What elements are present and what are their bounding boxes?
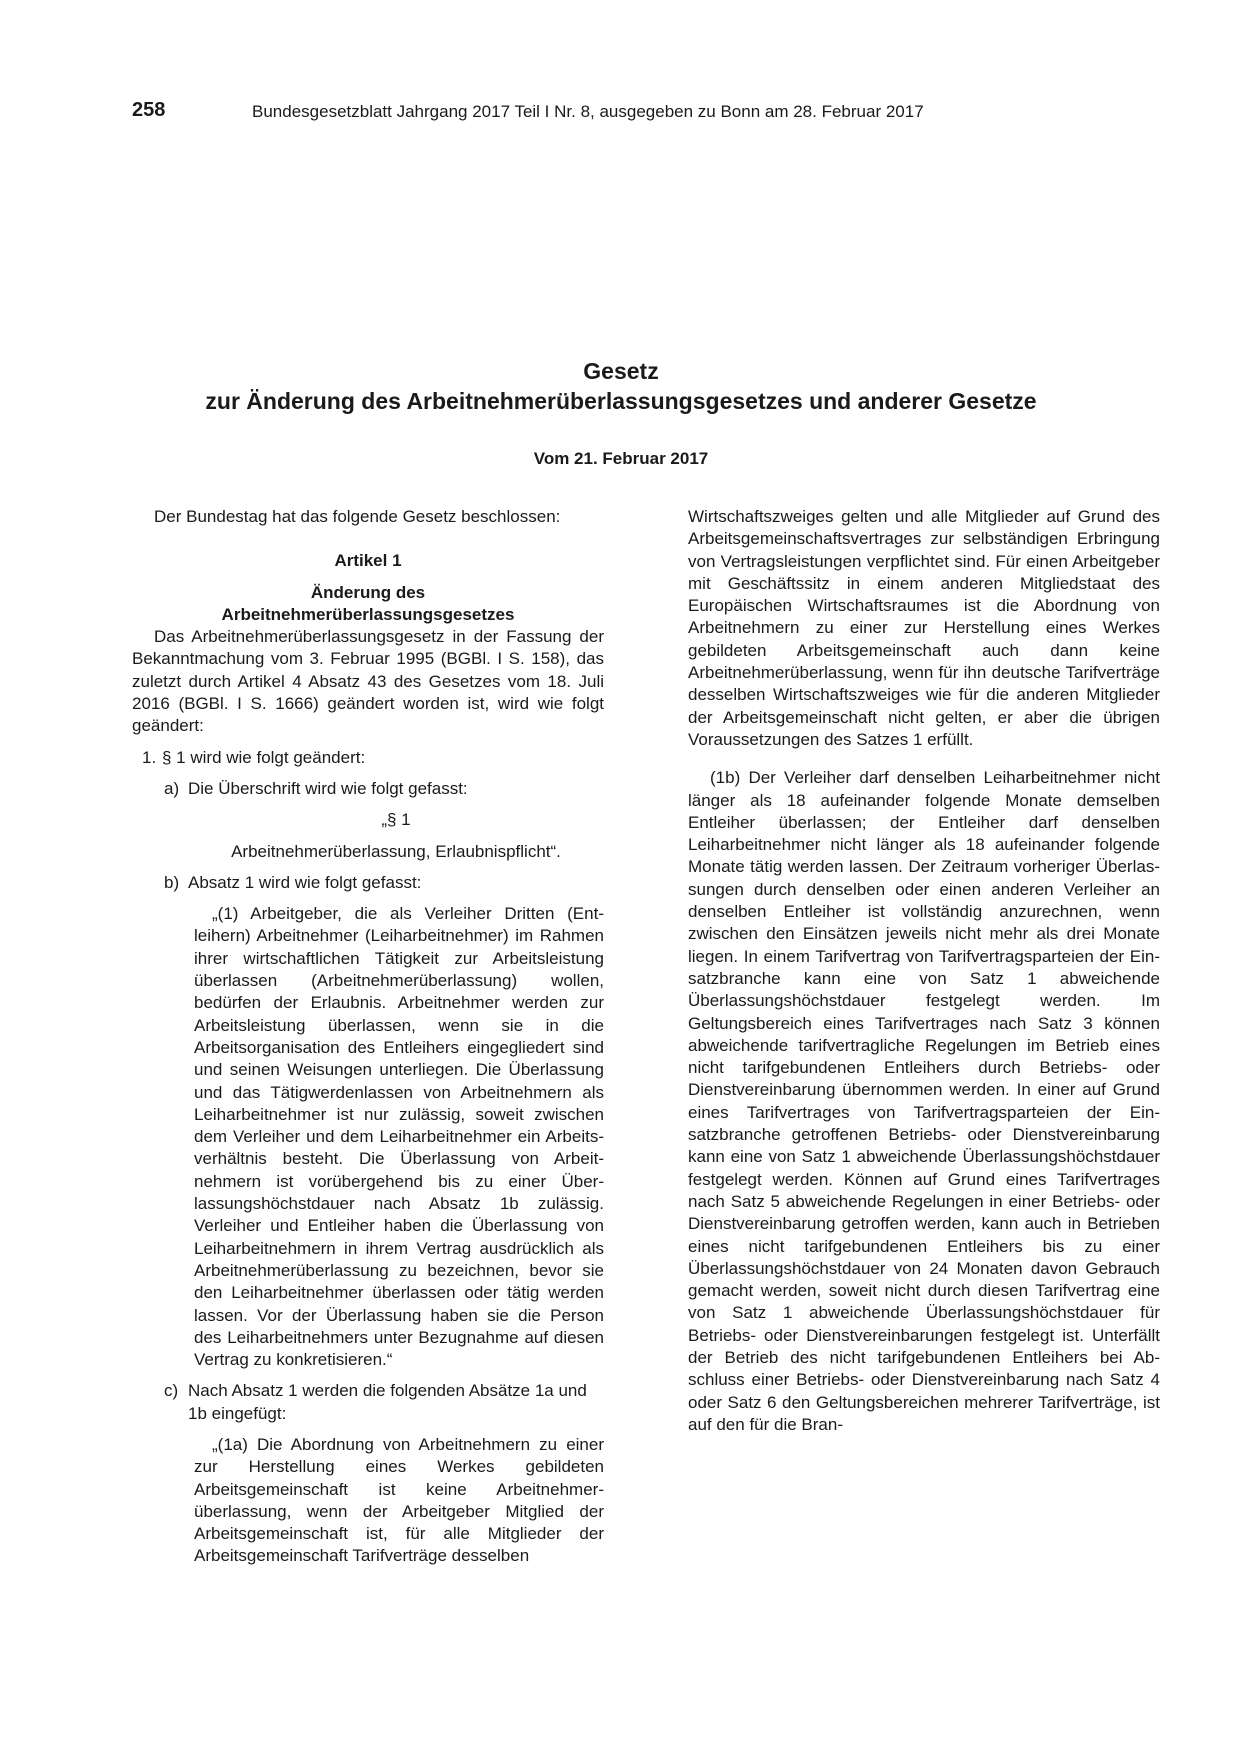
law-title-line2: zur Änderung des Arbeitnehmerüberlassungsgesetzes und anderer Gesetze [205, 388, 1037, 414]
section-heading-number: „§ 1 [381, 810, 411, 830]
right-column [688, 506, 1160, 1436]
page-number: 258 [132, 99, 166, 121]
quote-paragraph-1a-continued: Wirtschaftszweiges gelten und alle Mitglieder auf Grund des Arbeitsgemeinschaftsvertrages zur selbständigen Erbringung von Vertragsleistungen verpflichtet sind. Für einen Arbeitgeber mit Geschäftssitz in einem anderen Mitgliedstaat des Europäischen Wirtschaftsraumes ist die Abordnung von Arbeitnehmern zu einer zur Herstellung eines Werkes gebildeten Arbeitsgemeinschaft auch dann keine Arbeitnehmerüberlassung, wenn für ihn deutsche Tarifverträge desselben Wirtschaftszweiges wie für die anderen Mitglieder der Arbeitsgemeinschaft nicht gelten, er aber die übrigen Voraussetzungen des Satzes 1 erfüllt. [688, 507, 1160, 749]
list-item-1 [132, 747, 604, 769]
law-date: Vom 21. Februar 2017 [533, 449, 709, 468]
list-item-c [132, 1380, 604, 1425]
quote-paragraph-1a: „(1a) Die Abordnung von Arbeitnehmern zu einer zur Herstellung eines Werkes gebildeten Arbeitsgemeinschaft ist keine Arbeitnehmerüberlassung, wenn der Arbeitgeber Mitglied der Arbeitsgemeinschaft ist, für alle Mitglieder der Arbeitsgemeinschaft Tarifverträge desselben [194, 1434, 604, 1566]
list-text: Die Überschrift wird wie folgt gefasst: [188, 778, 468, 798]
quote-paragraph-1b: (1b) Der Verleiher darf denselben Leiharbeitnehmer nicht länger als 18 aufeinander folgende Monate demselben Entleiher überlassen; der Entleiher darf denselben Leiharbeitnehmer nicht länger als 18 aufeinander folgende Monate tätig werden lassen. Der Zeitraum vorheriger Überlassungen durch denselben oder einen anderen Verleiher an denselben Entleiher ist vollständig anzurechnen, wenn zwischen den Einsätzen jeweils nicht mehr als drei Monate liegen. In einem Tarifvertrag von Tarifvertragsparteien der Einsatzbranche kann eine von Satz 1 abweichende Überlassungshöchstdauer festgelegt werden. Im Geltungsbereich eines Tarifvertrages nach Satz 3 können abweichende tarifvertragliche Regelungen im Betrieb eines nicht tarifgebundenen Entleihers durch Betriebs- oder Dienstvereinbarung übernommen werden. In einer auf Grund eines Tarifvertrages von Tarifvertragsparteien der Einsatzbranche getroffenen Betriebs- oder Dienstvereinbarung kann eine von Satz 1 abweichende Überlassungshöchstdauer festgelegt werden. Können auf Grund eines Tarifvertrages nach Satz 5 abweichende Regelungen in einer Betriebs- oder Dienstvereinbarung getroffen werden, kann auch in Betrieben eines nicht tarifgebundenen Entleihers bis zu einer Überlassungshöchstdauer von 24 Monaten davon Gebrauch gemacht werden, soweit nicht durch diesen Tarifvertrag eine von Satz 1 abweichende Überlassungshöchstdauer für Betriebs- oder Dienstvereinbarungen festgelegt ist. Unterfällt der Betrieb des nicht tarifgebundenen Entleihers bei Abschluss einer Betriebs- oder Dienstvereinbarung nach Satz 4 oder Satz 6 den Geltungsbereichen mehrerer Tarifverträge, ist auf den für die Bran- [688, 768, 1160, 1434]
running-header: Bundesgesetzblatt Jahrgang 2017 Teil I Nr. 8, ausgegeben zu Bonn am 28. Februar 2017 [252, 102, 924, 121]
list-text: § 1 wird wie folgt geändert: [162, 747, 366, 767]
title-block [132, 356, 1110, 470]
section-heading-title: Arbeitnehmerüberlassung, Erlaubnispflicht“. [231, 841, 561, 861]
list-marker: c) [164, 1381, 179, 1401]
list-marker: b) [164, 872, 180, 892]
law-title-line1: Gesetz [583, 358, 659, 384]
left-column [132, 506, 604, 1568]
list-text: Absatz 1 wird wie folgt gefasst: [188, 872, 422, 892]
article-intro: Das Arbeitnehmerüberlassungsgesetz in der Fassung der Bekanntmachung vom 3. Februar 1995 (BGBl. I S. 158), das zuletzt durch Artikel 4 Absatz 43 des Gesetzes vom 18. Juli 2016 (BGBl. I S. 1666) geändert worden ist, wird wie folgt geändert: [132, 627, 604, 736]
quote-paragraph-1: „(1) Arbeitgeber, die als Verleiher Dritten (Entleihern) Arbeitnehmer (Leiharbeitnehmer) im Rahmen ihrer wirtschaftlichen Tätigkeit zur Arbeitsleistung überlassen (Arbeitnehmerüberlassung) wollen, bedürfen der Erlaubnis. Arbeitnehmer werden zur Arbeitsleistung überlassen, wenn sie in die Arbeitsorganisation des Entleihers eingegliedert sind und seinen Weisungen unterliegen. Die Überlassung und das Tätigwerdenlassen von Arbeitnehmern als Leiharbeitnehmer ist nur zulässig, soweit zwischen dem Verleiher und dem Leiharbeitnehmer ein Arbeitsverhältnis besteht. Die Überlassung von Arbeitnehmern ist vorübergehend bis zu einer Überlassungshöchstdauer nach Absatz 1b zulässig. Verleiher und Entleiher haben die Überlassung von Leiharbeitnehmern in ihrem Vertrag ausdrücklich als Arbeitnehmerüberlassung zu bezeichnen, bevor sie den Leiharbeitnehmer überlassen oder tätig werden lassen. Vor der Überlassung haben sie die Person des Leiharbeitnehmers unter Bezugnahme auf diesen Vertrag zu konkretisieren.“ [194, 904, 604, 1370]
list-item-b [132, 872, 604, 894]
list-item-a [132, 778, 604, 800]
enactment-intro: Der Bundestag hat das folgende Gesetz beschlossen: [154, 507, 561, 526]
article-label: Artikel 1 [334, 551, 402, 571]
list-marker: 1. [142, 747, 157, 767]
article-title-line1: Änderung des [310, 582, 426, 602]
list-marker: a) [164, 778, 180, 798]
list-text: Nach Absatz 1 werden die folgenden Absätze 1a und 1b eingefügt: [188, 1381, 587, 1423]
article-title-line2: Arbeitnehmerüberlassungsgesetzes [221, 604, 515, 624]
